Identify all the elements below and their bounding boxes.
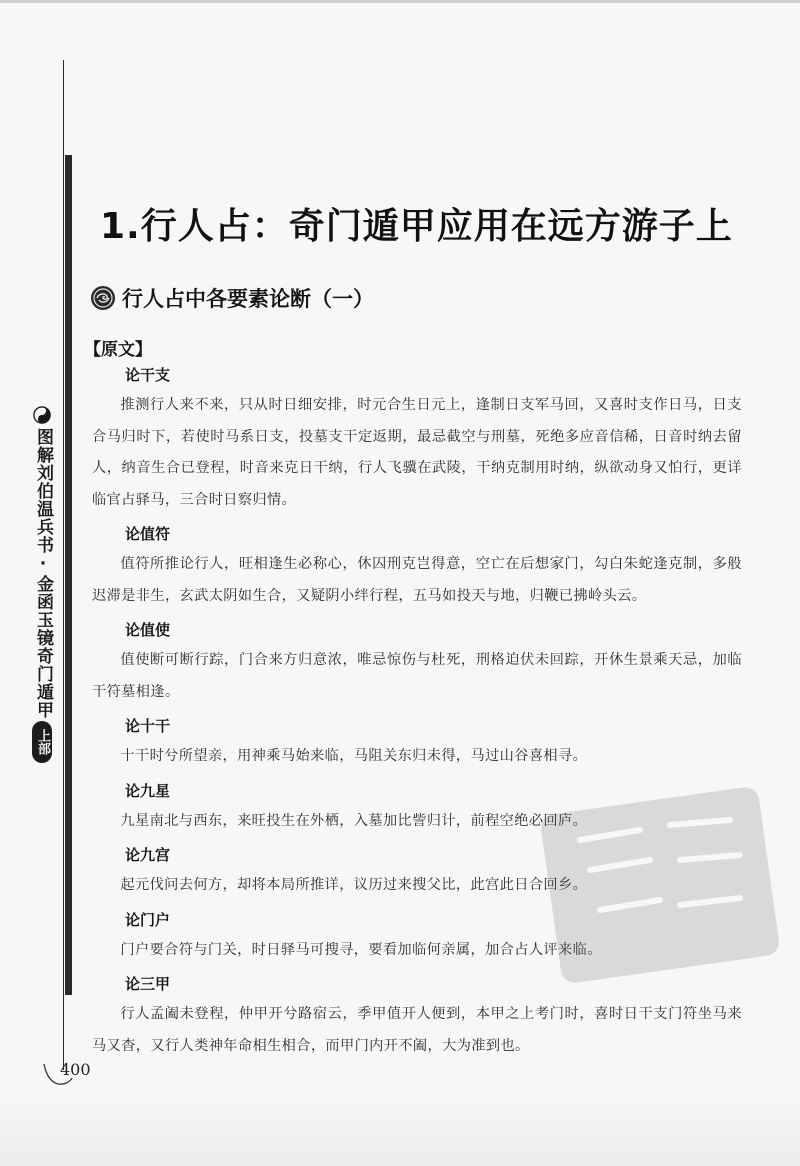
page-number: 400 bbox=[60, 1060, 91, 1079]
entry-heading: 论九星 bbox=[125, 781, 171, 800]
section-title: 行人占中各要素论断（一） bbox=[122, 287, 374, 311]
entry-heading: 论门户 bbox=[125, 910, 171, 929]
entry-text: 值使断可断行踪，门合来方归意浓，唯忌惊伤与杜死，刑格迫伏未回踪，开休生景乘天忌，加临干符墓相逢。 bbox=[92, 652, 742, 700]
top-edge bbox=[0, 0, 800, 3]
entry-text: 起元伐问去何方，却将本局所推详，议历过来搜父比，此宫此日合回乡。 bbox=[120, 877, 588, 893]
entry-text: 推测行人来不来，只从时日细安排，时元合生日元上，逢制日支军马回，又喜时支作日马，日支合马归时下，若使时马系日支，投墓支干定返期，最忌截空与刑墓，死绝多应音信稀，日音时纳去留人，纳音生合已登程，时音来克日干纳，行人飞骥在武陵，干纳克制用时纳，纵欲动身又怕行，更详临官占驿马，三合时日察归情。 bbox=[92, 397, 742, 508]
margin-rule bbox=[63, 60, 64, 1070]
chapter-title: 1.行人占：奇门遁甲应用在远方游子上 bbox=[100, 206, 733, 247]
page-bottom-margin bbox=[0, 1100, 800, 1166]
entry-ganzhi bbox=[92, 363, 742, 516]
entry-zhishi bbox=[92, 618, 742, 708]
entry-zhifu bbox=[92, 522, 742, 612]
ornament-icon bbox=[90, 285, 116, 311]
entry-heading: 论干支 bbox=[125, 366, 171, 384]
original-text-label: 【原文】 bbox=[84, 340, 152, 360]
watermark-stamp bbox=[530, 780, 790, 990]
entry-heading: 论十干 bbox=[125, 717, 171, 735]
entry-text: 十干时兮所望亲，用神乘马始来临，马阻关东归未得，马过山谷喜相寻。 bbox=[120, 748, 588, 764]
book-title: 图解刘伯温兵书·金函玉镜奇门遁甲 bbox=[33, 428, 53, 719]
entry-heading: 论三甲 bbox=[125, 975, 171, 993]
volume-badge: 上部 bbox=[32, 721, 52, 763]
entry-text: 行人孟阖未登程，仲甲开兮路宿云，季甲值开人便到，本甲之上考门时，喜时日干支门符坐马来马又杳，又行人类神年命相生相合，而甲门内开不阖，大为准到也。 bbox=[92, 1006, 742, 1054]
running-header bbox=[32, 406, 54, 763]
entry-text: 九星南北与西东，来旺投生在外栖，入墓加比訾归计，前程空绝必回庐。 bbox=[120, 812, 588, 829]
entry-text: 值符所推论行人，旺相逢生必称心，休囚刑克岂得意，空亡在后想家门，勾白朱蛇逢克制，多般迟滞是非生，玄武太阴如生合，又疑阴小绊行程，五马如投天与地，归鞭已拂岭头云。 bbox=[92, 556, 742, 604]
entry-shigan bbox=[92, 714, 742, 773]
entry-heading: 论九宫 bbox=[125, 846, 171, 864]
entry-heading: 论值使 bbox=[125, 621, 171, 639]
entry-text: 门户要合符与门关，时日驿马可搜寻，要看加临何亲属，加合占人评来临。 bbox=[120, 941, 602, 958]
yin-yang-icon bbox=[33, 406, 51, 424]
entry-heading: 论值符 bbox=[125, 525, 171, 543]
section-heading bbox=[90, 283, 374, 313]
margin-bar bbox=[65, 155, 72, 995]
